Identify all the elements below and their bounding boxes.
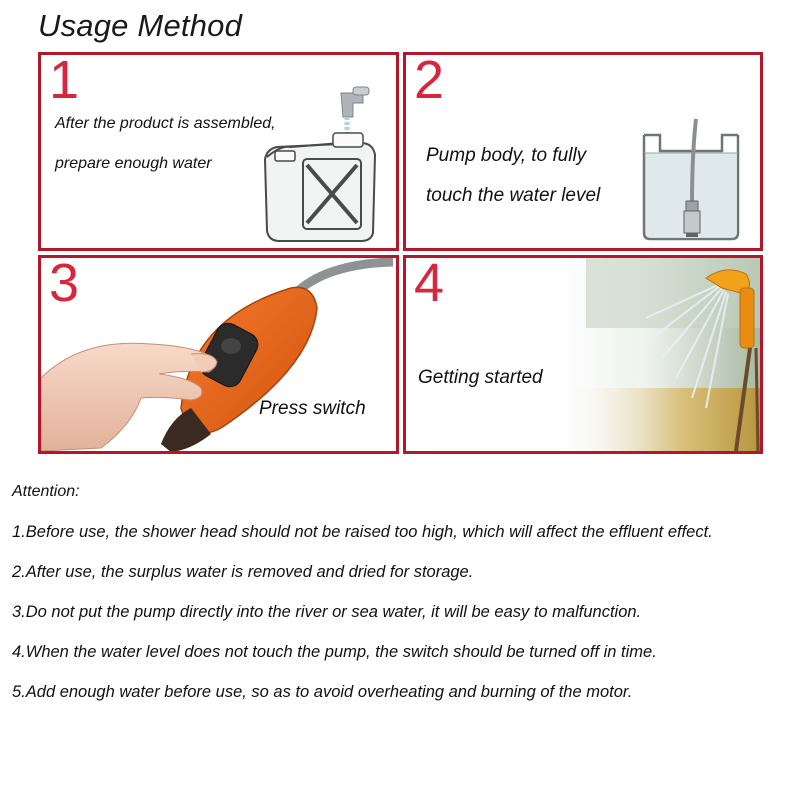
step-3-panel	[38, 255, 399, 454]
attention-section	[12, 481, 797, 721]
step-4-text: Getting started	[418, 367, 543, 388]
water-jerrycan-icon	[41, 52, 396, 248]
pump-in-tank-icon	[406, 52, 760, 248]
step-1-text-line-1: After the product is assembled,	[55, 115, 276, 132]
step-1-panel	[38, 52, 399, 251]
attention-item: 3.Do not put the pump directly into the river or sea water, it will be easy to malfunction.	[12, 603, 642, 621]
page-title: Usage Method	[38, 8, 243, 43]
attention-item: 4.When the water level does not touch the pump, the switch should be turned off in time.	[12, 643, 657, 661]
step-number: 2	[414, 52, 445, 110]
step-2-panel	[403, 52, 763, 251]
attention-item: 1.Before use, the shower head should not be raised too high, which will affect the effluent effect.	[12, 523, 713, 541]
shower-spray-icon	[406, 255, 760, 451]
attention-item: 5.Add enough water before use, so as to avoid overheating and burning of the motor.	[12, 683, 633, 701]
step-2-text-line-1: Pump body, to fully	[426, 145, 587, 166]
hand-pressing-switch-icon	[41, 255, 396, 451]
step-4-panel	[403, 255, 763, 454]
step-1-text-line-2: prepare enough water	[55, 155, 212, 172]
step-number: 1	[49, 52, 80, 110]
step-number: 4	[414, 255, 445, 313]
step-3-text: Press switch	[259, 398, 366, 419]
step-number: 3	[49, 255, 80, 313]
step-2-text-line-2: touch the water level	[426, 185, 601, 206]
attention-heading: Attention:	[12, 483, 80, 500]
attention-item: 2.After use, the surplus water is removed and dried for storage.	[12, 563, 474, 581]
